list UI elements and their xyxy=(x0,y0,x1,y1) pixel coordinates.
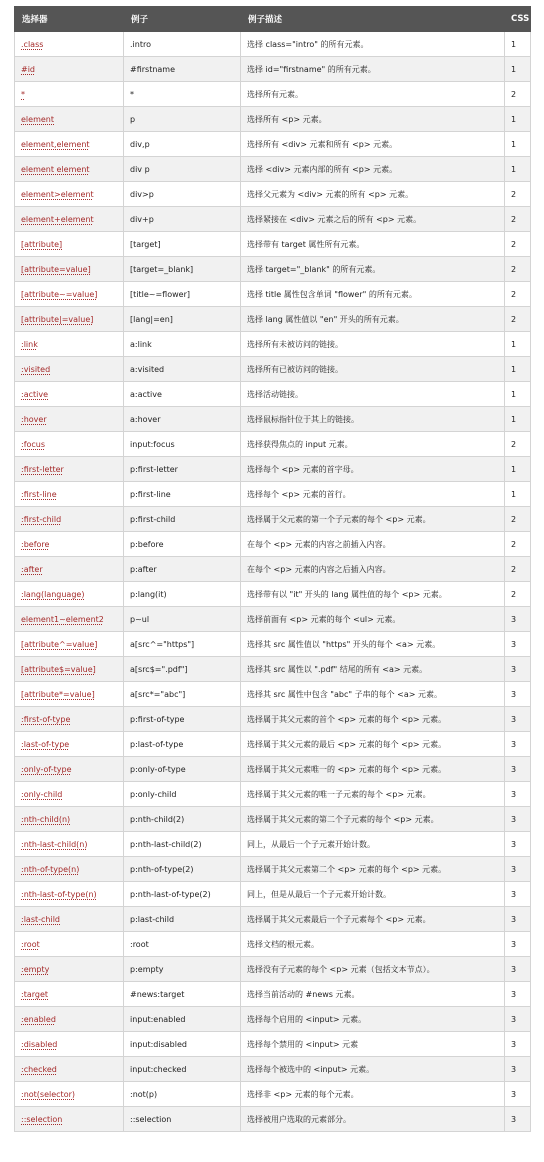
selector-cell xyxy=(15,582,124,607)
css-version-cell: 2 xyxy=(505,82,531,107)
table-row xyxy=(15,957,531,982)
selector-cell xyxy=(15,607,124,632)
selector-link[interactable]: :first-line xyxy=(21,489,57,499)
css-version-cell: 3 xyxy=(505,907,531,932)
description-cell: 选择 lang 属性值以 "en" 开头的所有元素。 xyxy=(241,307,505,332)
selector-cell xyxy=(15,82,124,107)
description-cell: 选择紧接在 <div> 元素之后的所有 <p> 元素。 xyxy=(241,207,505,232)
example-cell: div p xyxy=(124,157,241,182)
table-row xyxy=(15,932,531,957)
table-row xyxy=(15,332,531,357)
css-version-cell: 1 xyxy=(505,57,531,82)
example-cell: :root xyxy=(124,932,241,957)
table-row xyxy=(15,757,531,782)
selector-link[interactable]: :after xyxy=(21,564,43,574)
selector-link[interactable]: element>element xyxy=(21,189,94,199)
table-row xyxy=(15,707,531,732)
selector-link[interactable]: :disabled xyxy=(21,1039,58,1049)
description-cell: 选择每个 <p> 元素的首字母。 xyxy=(241,457,505,482)
example-cell: p:first-of-type xyxy=(124,707,241,732)
css-version-cell: 3 xyxy=(505,807,531,832)
example-cell: a:link xyxy=(124,332,241,357)
example-cell: p:nth-of-type(2) xyxy=(124,857,241,882)
selector-cell xyxy=(15,857,124,882)
selector-cell xyxy=(15,232,124,257)
description-cell: 选择带有以 "it" 开头的 lang 属性值的每个 <p> 元素。 xyxy=(241,582,505,607)
table-row xyxy=(15,682,531,707)
selector-cell xyxy=(15,457,124,482)
css-version-cell: 3 xyxy=(505,757,531,782)
description-cell: 在每个 <p> 元素的内容之前插入内容。 xyxy=(241,532,505,557)
css-version-cell: 3 xyxy=(505,782,531,807)
table-row xyxy=(15,207,531,232)
css-version-cell: 3 xyxy=(505,882,531,907)
selector-cell xyxy=(15,32,124,57)
table-row xyxy=(15,382,531,407)
description-cell: 选择属于其父元素唯一的 <p> 元素的每个 <p> 元素。 xyxy=(241,757,505,782)
table-row xyxy=(15,882,531,907)
example-cell: a:hover xyxy=(124,407,241,432)
css-version-cell: 3 xyxy=(505,682,531,707)
table-row xyxy=(15,157,531,182)
selector-link[interactable]: [attribute~=value] xyxy=(21,289,98,299)
css-version-cell: 1 xyxy=(505,382,531,407)
header-css-version: CSS xyxy=(505,7,531,32)
selector-cell xyxy=(15,557,124,582)
css-version-cell: 3 xyxy=(505,707,531,732)
table-row xyxy=(15,107,531,132)
example-cell: * xyxy=(124,82,241,107)
selector-link[interactable]: :first-letter xyxy=(21,464,64,474)
selector-link[interactable]: * xyxy=(21,89,25,99)
description-cell: 选择文档的根元素。 xyxy=(241,932,505,957)
selector-cell xyxy=(15,932,124,957)
selector-cell xyxy=(15,757,124,782)
example-cell: p:nth-last-of-type(2) xyxy=(124,882,241,907)
selector-cell xyxy=(15,307,124,332)
table-row xyxy=(15,557,531,582)
css-version-cell: 1 xyxy=(505,457,531,482)
css-version-cell: 3 xyxy=(505,857,531,882)
description-cell: 选择所有元素。 xyxy=(241,82,505,107)
css-version-cell: 1 xyxy=(505,107,531,132)
selector-link[interactable]: :visited xyxy=(21,364,51,374)
description-cell: 选择属于父元素的第一个子元素的每个 <p> 元素。 xyxy=(241,507,505,532)
css-version-cell: 3 xyxy=(505,632,531,657)
example-cell: div>p xyxy=(124,182,241,207)
table-row xyxy=(15,582,531,607)
selector-cell xyxy=(15,257,124,282)
css-version-cell: 1 xyxy=(505,157,531,182)
table-row xyxy=(15,607,531,632)
description-cell: 选择每个被选中的 <input> 元素。 xyxy=(241,1057,505,1082)
table-row xyxy=(15,732,531,757)
table-row xyxy=(15,1057,531,1082)
table-row xyxy=(15,232,531,257)
selector-link[interactable]: :last-child xyxy=(21,914,61,924)
selector-link[interactable]: [attribute$=value] xyxy=(21,664,96,674)
table-row xyxy=(15,907,531,932)
example-cell: p:nth-child(2) xyxy=(124,807,241,832)
description-cell: 选择每个启用的 <input> 元素。 xyxy=(241,1007,505,1032)
selector-cell xyxy=(15,432,124,457)
selector-cell xyxy=(15,207,124,232)
selector-cell xyxy=(15,807,124,832)
table-row xyxy=(15,532,531,557)
table-row xyxy=(15,807,531,832)
table-row xyxy=(15,357,531,382)
table-row xyxy=(15,132,531,157)
description-cell: 选择所有未被访问的链接。 xyxy=(241,332,505,357)
css-version-cell: 2 xyxy=(505,307,531,332)
example-cell: a[src$=".pdf"] xyxy=(124,657,241,682)
selector-link[interactable]: element xyxy=(21,114,54,124)
example-cell: p:empty xyxy=(124,957,241,982)
selector-link[interactable]: :first-child xyxy=(21,514,62,524)
selector-link[interactable]: :hover xyxy=(21,414,47,424)
selector-link[interactable]: :enabled xyxy=(21,1014,56,1024)
table-row xyxy=(15,457,531,482)
example-cell: a:visited xyxy=(124,357,241,382)
description-cell: 选择属于其父元素第二个 <p> 元素的每个 <p> 元素。 xyxy=(241,857,505,882)
table-row xyxy=(15,982,531,1007)
header-selector: 选择器 xyxy=(15,7,124,32)
selector-cell xyxy=(15,482,124,507)
description-cell: 选择 title 属性包含单词 "flower" 的所有元素。 xyxy=(241,282,505,307)
selector-link[interactable]: :before xyxy=(21,539,50,549)
css-version-cell: 3 xyxy=(505,1082,531,1107)
css-version-cell: 1 xyxy=(505,32,531,57)
css-selector-table xyxy=(14,6,531,1132)
description-cell: 选择其 src 属性以 ".pdf" 结尾的所有 <a> 元素。 xyxy=(241,657,505,682)
description-cell: 选择所有 <p> 元素。 xyxy=(241,107,505,132)
example-cell: p:before xyxy=(124,532,241,557)
css-version-cell: 1 xyxy=(505,357,531,382)
selector-cell xyxy=(15,57,124,82)
table-header xyxy=(15,7,531,32)
css-version-cell: 2 xyxy=(505,257,531,282)
selector-cell xyxy=(15,782,124,807)
selector-link[interactable]: [attribute^=value] xyxy=(21,639,98,649)
example-cell: :not(p) xyxy=(124,1082,241,1107)
selector-link[interactable]: :empty xyxy=(21,964,50,974)
description-cell: 选择每个禁用的 <input> 元素 xyxy=(241,1032,505,1057)
example-cell: div,p xyxy=(124,132,241,157)
table-row xyxy=(15,282,531,307)
css-version-cell: 3 xyxy=(505,1057,531,1082)
selector-link[interactable]: [attribute*=value] xyxy=(21,689,95,699)
table-row xyxy=(15,407,531,432)
example-cell: a:active xyxy=(124,382,241,407)
description-cell: 选择非 <p> 元素的每个元素。 xyxy=(241,1082,505,1107)
description-cell: 选择父元素为 <div> 元素的所有 <p> 元素。 xyxy=(241,182,505,207)
selector-link[interactable]: [attribute] xyxy=(21,239,63,249)
selector-cell xyxy=(15,1057,124,1082)
description-cell: 选择鼠标指针位于其上的链接。 xyxy=(241,407,505,432)
css-version-cell: 2 xyxy=(505,282,531,307)
selector-cell xyxy=(15,832,124,857)
example-cell: div+p xyxy=(124,207,241,232)
table-row xyxy=(15,657,531,682)
selector-cell xyxy=(15,507,124,532)
table-row xyxy=(15,32,531,57)
description-cell: 选择 target="_blank" 的所有元素。 xyxy=(241,257,505,282)
selector-cell xyxy=(15,157,124,182)
selector-cell xyxy=(15,1082,124,1107)
css-version-cell: 2 xyxy=(505,557,531,582)
css-version-cell: 2 xyxy=(505,232,531,257)
selector-cell xyxy=(15,1107,124,1132)
header-example: 例子 xyxy=(124,7,241,32)
css-version-cell: 3 xyxy=(505,657,531,682)
css-version-cell: 2 xyxy=(505,432,531,457)
description-cell: 选择每个 <p> 元素的首行。 xyxy=(241,482,505,507)
table-row xyxy=(15,782,531,807)
header-description: 例子描述 xyxy=(241,7,505,32)
selector-cell xyxy=(15,532,124,557)
selector-link[interactable]: #id xyxy=(21,64,36,74)
description-cell: 选择当前活动的 #news 元素。 xyxy=(241,982,505,1007)
description-cell: 选择 id="firstname" 的所有元素。 xyxy=(241,57,505,82)
css-version-cell: 3 xyxy=(505,982,531,1007)
css-version-cell: 1 xyxy=(505,132,531,157)
example-cell: [target=_blank] xyxy=(124,257,241,282)
header-row xyxy=(15,7,531,32)
table-row xyxy=(15,182,531,207)
css-version-cell: 3 xyxy=(505,732,531,757)
example-cell: p:after xyxy=(124,557,241,582)
selector-link[interactable]: :not(selector) xyxy=(21,1089,75,1099)
description-cell: 选择 <div> 元素内部的所有 <p> 元素。 xyxy=(241,157,505,182)
css-version-cell: 1 xyxy=(505,407,531,432)
selector-link[interactable]: element element xyxy=(21,164,90,174)
table-row xyxy=(15,57,531,82)
selector-cell xyxy=(15,732,124,757)
selector-cell xyxy=(15,682,124,707)
table-row xyxy=(15,432,531,457)
description-cell: 同上，从最后一个子元素开始计数。 xyxy=(241,832,505,857)
description-cell: 选择没有子元素的每个 <p> 元素（包括文本节点）。 xyxy=(241,957,505,982)
example-cell: .intro xyxy=(124,32,241,57)
css-version-cell: 3 xyxy=(505,1032,531,1057)
selector-link[interactable]: :first-of-type xyxy=(21,714,71,724)
css-version-cell: 3 xyxy=(505,957,531,982)
css-version-cell: 1 xyxy=(505,332,531,357)
css-selector-table-container xyxy=(14,6,530,1132)
example-cell: ::selection xyxy=(124,1107,241,1132)
selector-link[interactable]: element,element xyxy=(21,139,90,149)
css-version-cell: 3 xyxy=(505,832,531,857)
description-cell: 选择所有 <div> 元素和所有 <p> 元素。 xyxy=(241,132,505,157)
example-cell: p:only-of-type xyxy=(124,757,241,782)
selector-link[interactable]: :nth-last-of-type(n) xyxy=(21,889,97,899)
example-cell: p:last-child xyxy=(124,907,241,932)
description-cell: 选择其 src 属性中包含 "abc" 子串的每个 <a> 元素。 xyxy=(241,682,505,707)
description-cell: 选择前面有 <p> 元素的每个 <ul> 元素。 xyxy=(241,607,505,632)
selector-cell xyxy=(15,907,124,932)
selector-link[interactable]: :only-child xyxy=(21,789,63,799)
description-cell: 选择属于其父元素的首个 <p> 元素的每个 <p> 元素。 xyxy=(241,707,505,732)
table-row xyxy=(15,1107,531,1132)
css-version-cell: 3 xyxy=(505,1107,531,1132)
table-row xyxy=(15,632,531,657)
example-cell: p:first-child xyxy=(124,507,241,532)
selector-link[interactable]: element+element xyxy=(21,214,94,224)
table-row xyxy=(15,1082,531,1107)
example-cell: #firstname xyxy=(124,57,241,82)
css-version-cell: 2 xyxy=(505,182,531,207)
example-cell: p:first-letter xyxy=(124,457,241,482)
selector-cell xyxy=(15,182,124,207)
example-cell: a[src*="abc"] xyxy=(124,682,241,707)
selector-cell xyxy=(15,882,124,907)
selector-cell xyxy=(15,407,124,432)
description-cell: 选择所有已被访问的链接。 xyxy=(241,357,505,382)
selector-link[interactable]: .class xyxy=(21,39,44,49)
example-cell: p:first-line xyxy=(124,482,241,507)
example-cell: input:enabled xyxy=(124,1007,241,1032)
example-cell: input:focus xyxy=(124,432,241,457)
example-cell: [target] xyxy=(124,232,241,257)
selector-cell xyxy=(15,332,124,357)
description-cell: 选择获得焦点的 input 元素。 xyxy=(241,432,505,457)
selector-link[interactable]: :active xyxy=(21,389,49,399)
css-version-cell: 2 xyxy=(505,582,531,607)
css-version-cell: 3 xyxy=(505,1007,531,1032)
table-row xyxy=(15,307,531,332)
selector-link[interactable]: :target xyxy=(21,989,49,999)
selector-cell xyxy=(15,107,124,132)
example-cell: #news:target xyxy=(124,982,241,1007)
table-row xyxy=(15,1032,531,1057)
table-row xyxy=(15,257,531,282)
description-cell: 选择被用户选取的元素部分。 xyxy=(241,1107,505,1132)
selector-link[interactable]: :link xyxy=(21,339,38,349)
example-cell: p:lang(it) xyxy=(124,582,241,607)
description-cell: 选择活动链接。 xyxy=(241,382,505,407)
selector-link[interactable]: element1~element2 xyxy=(21,614,104,624)
selector-link[interactable]: :checked xyxy=(21,1064,57,1074)
selector-link[interactable]: :root xyxy=(21,939,40,949)
description-cell: 选择属于其父元素最后一个子元素每个 <p> 元素。 xyxy=(241,907,505,932)
example-cell: input:disabled xyxy=(124,1032,241,1057)
table-row xyxy=(15,857,531,882)
example-cell: a[src^="https"] xyxy=(124,632,241,657)
example-cell: p~ul xyxy=(124,607,241,632)
selector-link[interactable]: :nth-child(n) xyxy=(21,814,71,824)
selector-cell xyxy=(15,1007,124,1032)
description-cell: 在每个 <p> 元素的内容之后插入内容。 xyxy=(241,557,505,582)
example-cell: [lang|=en] xyxy=(124,307,241,332)
selector-cell xyxy=(15,282,124,307)
selector-cell xyxy=(15,357,124,382)
selector-link[interactable]: :nth-of-type(n) xyxy=(21,864,80,874)
table-row xyxy=(15,832,531,857)
selector-cell xyxy=(15,132,124,157)
css-version-cell: 3 xyxy=(505,607,531,632)
example-cell: [title~=flower] xyxy=(124,282,241,307)
description-cell: 选择属于其父元素的最后 <p> 元素的每个 <p> 元素。 xyxy=(241,732,505,757)
description-cell: 同上，但是从最后一个子元素开始计数。 xyxy=(241,882,505,907)
selector-link[interactable]: :only-of-type xyxy=(21,764,72,774)
example-cell: p:nth-last-child(2) xyxy=(124,832,241,857)
table-row xyxy=(15,82,531,107)
example-cell: p:last-of-type xyxy=(124,732,241,757)
selector-link[interactable]: ::selection xyxy=(21,1114,63,1124)
selector-link[interactable]: :focus xyxy=(21,439,46,449)
css-version-cell: 2 xyxy=(505,507,531,532)
css-version-cell: 3 xyxy=(505,932,531,957)
example-cell: p xyxy=(124,107,241,132)
selector-link[interactable]: [attribute|=value] xyxy=(21,314,94,324)
selector-cell xyxy=(15,1032,124,1057)
table-body xyxy=(15,32,531,1132)
css-version-cell: 2 xyxy=(505,207,531,232)
selector-cell xyxy=(15,632,124,657)
selector-cell xyxy=(15,982,124,1007)
css-version-cell: 1 xyxy=(505,482,531,507)
description-cell: 选择属于其父元素的唯一子元素的每个 <p> 元素。 xyxy=(241,782,505,807)
description-cell: 选择带有 target 属性所有元素。 xyxy=(241,232,505,257)
table-row xyxy=(15,1007,531,1032)
table-row xyxy=(15,507,531,532)
selector-cell xyxy=(15,957,124,982)
example-cell: input:checked xyxy=(124,1057,241,1082)
selector-link[interactable]: :lang(language) xyxy=(21,589,85,599)
selector-cell xyxy=(15,707,124,732)
description-cell: 选择 class="intro" 的所有元素。 xyxy=(241,32,505,57)
selector-link[interactable]: [attribute=value] xyxy=(21,264,91,274)
selector-cell xyxy=(15,382,124,407)
description-cell: 选择属于其父元素的第二个子元素的每个 <p> 元素。 xyxy=(241,807,505,832)
selector-link[interactable]: :last-of-type xyxy=(21,739,70,749)
selector-link[interactable]: :nth-last-child(n) xyxy=(21,839,88,849)
example-cell: p:only-child xyxy=(124,782,241,807)
table-row xyxy=(15,482,531,507)
selector-cell xyxy=(15,657,124,682)
css-version-cell: 2 xyxy=(505,532,531,557)
description-cell: 选择其 src 属性值以 "https" 开头的每个 <a> 元素。 xyxy=(241,632,505,657)
